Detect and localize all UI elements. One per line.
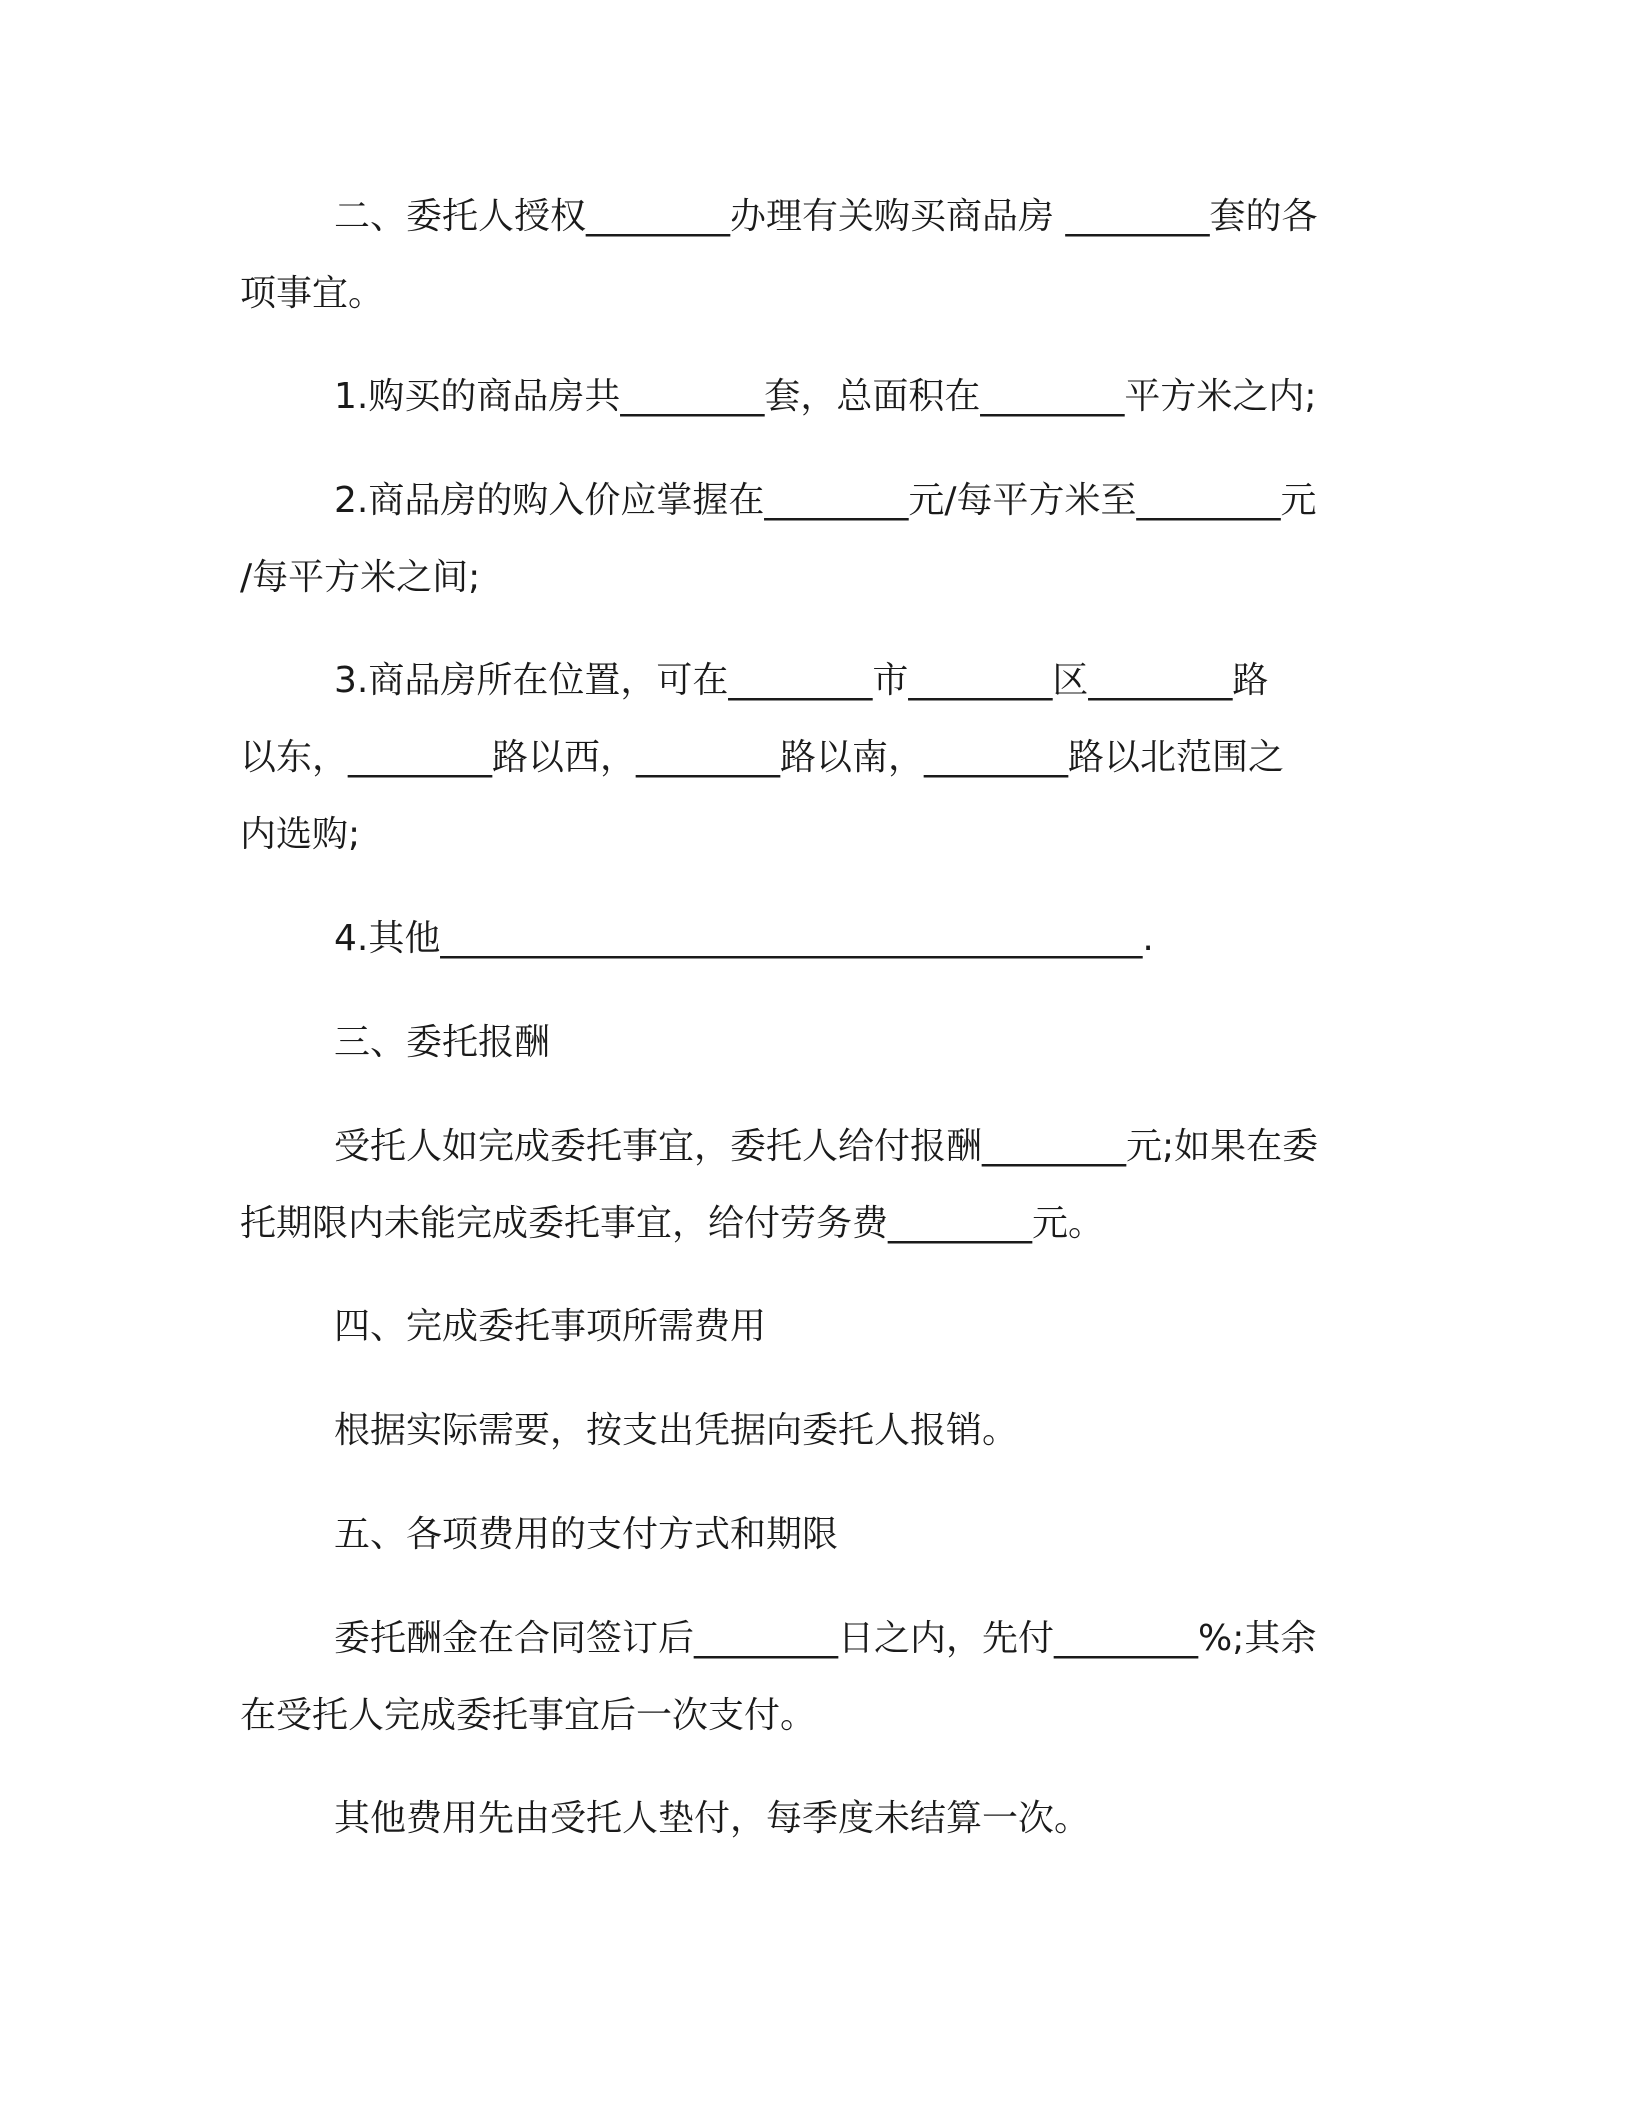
section-5-heading — [240, 1496, 1390, 1573]
clause-2-authorization — [240, 178, 1390, 332]
paragraph-line: 其他费用先由受托人垫付，每季度未结算一次。 — [334, 1798, 1091, 1839]
section-heading: 四、完成委托事项所需费用 — [334, 1306, 767, 1347]
item-4-other — [240, 900, 1390, 977]
paragraph-line: 受托人如完成委托事宜，委托人给付报酬________元;如果在委 — [334, 1126, 1319, 1167]
paragraph-line: 2.商品房的购入价应掌握在________元/每平方米至________元 — [334, 480, 1317, 521]
remuneration-clause — [240, 1108, 1390, 1262]
paragraph-line: 委托酬金在合同签订后________日之内，先付________%;其余 — [334, 1618, 1317, 1659]
paragraph-line: 1.购买的商品房共________套，总面积在________平方米之内; — [334, 376, 1317, 417]
expense-reimbursement-clause — [240, 1392, 1390, 1469]
section-4-heading — [240, 1288, 1390, 1365]
paragraph-line: 在受托人完成委托事宜后一次支付。 — [240, 1695, 817, 1736]
item-2-price-range — [240, 462, 1390, 616]
paragraph-line: /每平方米之间; — [240, 557, 481, 598]
paragraph-line: 根据实际需要，按支出凭据向委托人报销。 — [334, 1410, 1019, 1451]
section-heading: 五、各项费用的支付方式和期限 — [334, 1514, 839, 1555]
paragraph-line: 以东，________路以西，________路以南，________路以北范围之 — [240, 737, 1285, 778]
section-heading: 三、委托报酬 — [334, 1022, 551, 1063]
paragraph-line: 二、委托人授权________办理有关购买商品房 ________套的各 — [334, 196, 1318, 237]
paragraph-line: 4.其他_______________________________________. — [334, 918, 1154, 959]
paragraph-line: 3.商品房所在位置，可在________市________区________路 — [334, 660, 1269, 701]
other-expenses-clause — [240, 1780, 1390, 1857]
paragraph-line: 项事宜。 — [240, 273, 385, 314]
paragraph-line: 托期限内未能完成委托事宜，给付劳务费________元。 — [240, 1203, 1105, 1244]
item-1-quantity-area — [240, 358, 1390, 435]
item-3-location — [240, 642, 1390, 873]
paragraph-line: 内选购; — [240, 814, 361, 855]
section-3-heading — [240, 1004, 1390, 1081]
payment-terms-clause — [240, 1600, 1390, 1754]
